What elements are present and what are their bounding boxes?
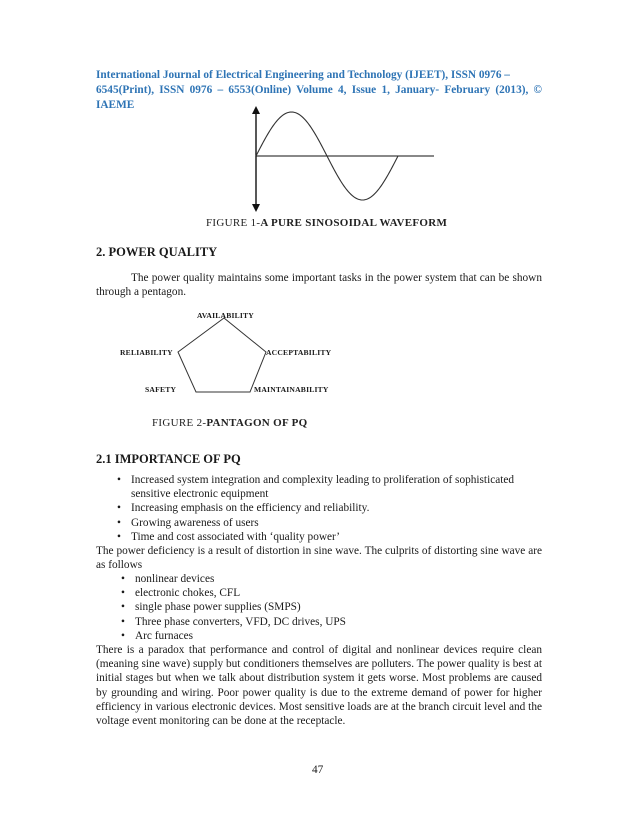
journal-header-line-1: International Journal of Electrical Engineering and Technology (IJEET), ISSN 0976 –	[96, 69, 510, 81]
section-2-heading: 2. POWER QUALITY	[96, 245, 218, 259]
list-item-text: Increasing emphasis on the efficiency and reliability.	[131, 502, 370, 515]
section-2-1-paragraph-2: There is a paradox that performance and control of digital and nonlinear devices require clean (meaning sine wave) supply but conditioners themselves are polluters. The power quality is best at initial stages but when we talk about distribution system it gets worse. Most problems are caused by grounding and wiring. Poor power quality is due to the extreme demand of power for higher efficiency in various electronic devices. Most sensitive loads are at the branch circuit level and the voltage event monitoring can be done at the receptacle.	[96, 644, 542, 728]
list-item-text: Time and cost associated with ‘quality power’	[131, 530, 340, 543]
bullet-icon: •	[121, 615, 125, 628]
list-item	[117, 473, 542, 501]
journal-header-line-2: 6545(Print), ISSN 0976 – 6553(Online) Volume 4, Issue 1, January- February (2013), © IAEME	[96, 84, 542, 111]
pentagon-shape	[178, 318, 266, 392]
list-item	[121, 600, 542, 614]
section-2-paragraph: The power quality maintains some important tasks in the power system that can be shown through a pentagon.	[96, 272, 542, 299]
bullet-icon: •	[117, 530, 121, 543]
list-item	[121, 586, 542, 600]
list-item-text: single phase power supplies (SMPS)	[135, 601, 301, 614]
bullet-icon: •	[117, 474, 121, 486]
list-item	[121, 629, 542, 643]
up-arrow-icon	[252, 106, 260, 114]
page-number: 47	[312, 764, 324, 776]
list-item-text: electronic chokes, CFL	[135, 587, 241, 600]
figure-1-caption-prefix: FIGURE 1-	[206, 217, 261, 229]
bullet-icon: •	[121, 601, 125, 614]
bullet-icon: •	[121, 587, 125, 600]
list-item-text: Increased system integration and complexity leading to proliferation of sophisticated sensitive electronic equipment	[131, 474, 515, 501]
bullet-icon: •	[121, 629, 125, 642]
bullet-icon: •	[117, 502, 121, 515]
list-item	[117, 516, 542, 530]
pentagon-label-acceptability: ACCEPTABILITY	[266, 348, 332, 357]
pq-importance-list	[117, 473, 542, 544]
pentagon-label-reliability: RELIABILITY	[120, 348, 173, 357]
section-2-1-heading: 2.1 IMPORTANCE OF PQ	[96, 452, 241, 466]
figure-1-caption	[206, 217, 447, 229]
figure-2-caption	[152, 417, 308, 429]
pentagon-label-maintainability: MAINTAINABILITY	[254, 385, 329, 394]
distortion-culprits-list	[121, 572, 542, 643]
list-item-text: Arc furnaces	[135, 629, 194, 642]
section-2-1-paragraph-1: The power deficiency is a result of distortion in sine wave. The culprits of distorting sine wave are as follows	[96, 545, 542, 572]
list-item-text: Growing awareness of users	[131, 516, 259, 529]
pentagon-label-availability: AVAILABILITY	[197, 311, 254, 320]
bullet-icon: •	[121, 573, 125, 585]
figure-2-caption-prefix: FIGURE 2-	[152, 417, 207, 429]
pentagon-label-safety: SAFETY	[145, 385, 177, 394]
list-item	[117, 530, 542, 544]
list-item-text: nonlinear devices	[135, 573, 215, 585]
down-arrow-icon	[252, 204, 260, 212]
sine-waveform-figure	[248, 104, 438, 214]
bullet-icon: •	[117, 516, 121, 529]
list-item	[117, 501, 542, 515]
list-item	[121, 572, 542, 586]
figure-1-caption-title: A PURE SINOSOIDAL WAVEFORM	[260, 217, 448, 229]
pq-pentagon-figure	[160, 316, 280, 396]
figure-2-caption-title: PANTAGON OF PQ	[206, 417, 308, 429]
list-item	[121, 615, 542, 629]
list-item-text: Three phase converters, VFD, DC drives, UPS	[135, 615, 346, 628]
